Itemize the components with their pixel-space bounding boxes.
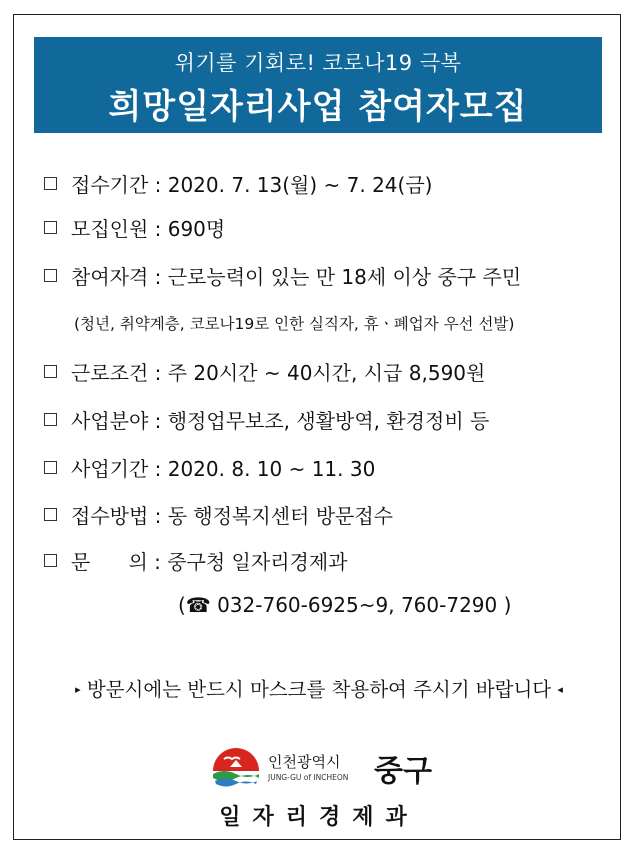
banner-title: 희망일자리사업 참여자모집 — [108, 87, 528, 127]
item-text: 문 의 : 중구청 일자리경제과 — [71, 550, 348, 574]
list-item-work-conditions — [44, 357, 485, 386]
list-item-application-period — [44, 169, 432, 198]
item-text: 접수기간 : 2020. 7. 13(월) ~ 7. 24(금) — [71, 173, 433, 197]
triangle-right-icon: ▸ — [75, 683, 81, 696]
item-text: 접수방법 : 동 행정복지센터 방문접수 — [71, 504, 393, 528]
checkbox-square-icon — [44, 554, 57, 567]
triangle-left-icon: ◂ — [557, 683, 563, 696]
list-item-eligibility — [44, 261, 521, 290]
checkbox-square-icon — [44, 221, 57, 234]
checkbox-square-icon — [44, 508, 57, 521]
department-name: 일자리경제과 — [219, 805, 419, 830]
item-text: 사업분야 : 행정업무보조, 생활방역, 환경정비 등 — [71, 409, 490, 433]
checkbox-square-icon — [44, 413, 57, 426]
list-item-work-field — [44, 405, 489, 434]
checkbox-square-icon — [44, 461, 57, 474]
logo-district-name: 중구 — [374, 754, 432, 789]
jung-gu-emblem-icon — [210, 745, 262, 791]
mask-notice — [0, 674, 638, 702]
list-item-project-period — [44, 453, 375, 482]
checkbox-square-icon — [44, 365, 57, 378]
banner-subtitle: 위기를 기회로! 코로나19 극복 — [174, 51, 462, 75]
list-item-application-method — [44, 500, 393, 529]
checkbox-square-icon — [44, 177, 57, 190]
item-text: 모집인원 : 690명 — [71, 217, 226, 241]
jung-gu-logo — [210, 745, 440, 793]
item-text: 사업기간 : 2020. 8. 10 ~ 11. 30 — [71, 457, 376, 481]
logo-english-name: JUNG-GU of INCHEON — [268, 773, 349, 782]
list-item-inquiry — [44, 546, 347, 575]
logo-city-name: 인천광역시 — [268, 753, 341, 771]
item-text: 근로조건 : 주 20시간 ~ 40시간, 시급 8,590원 — [71, 361, 486, 385]
title-banner — [34, 37, 602, 133]
contact-phone: (☎ 032-760-6925~9, 760-7290 ) — [178, 593, 512, 617]
eligibility-note: (청년, 취약계층, 코로나19로 인한 실직자, 휴ㆍ폐업자 우선 선발) — [74, 315, 515, 333]
notice-text: 방문시에는 반드시 마스크를 착용하여 주시기 바랍니다 — [86, 678, 552, 701]
item-text: 참여자격 : 근로능력이 있는 만 18세 이상 중구 주민 — [71, 265, 522, 289]
list-item-recruit-count — [44, 213, 225, 242]
checkbox-square-icon — [44, 269, 57, 282]
